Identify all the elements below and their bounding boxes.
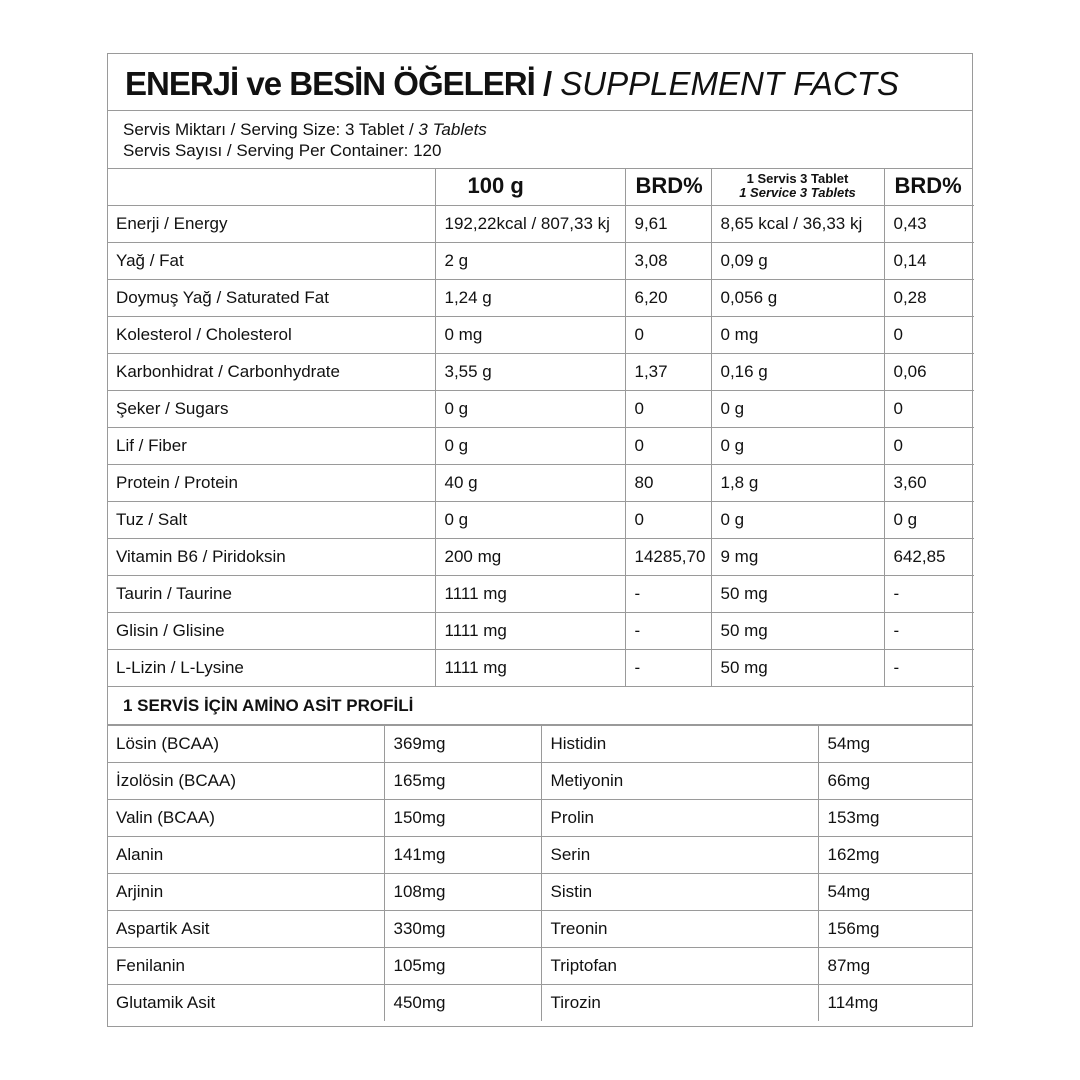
nutrient-name: Tuz / Salt xyxy=(107,501,435,538)
brd-per-serving: - xyxy=(884,649,974,686)
amino-acid-amount: 54mg xyxy=(818,725,973,762)
title-english: SUPPLEMENT FACTS xyxy=(560,65,899,102)
table-row xyxy=(107,799,973,836)
brd-per-serving: 0 xyxy=(884,316,974,353)
amino-acid-name: Metiyonin xyxy=(541,762,818,799)
value-100g: 0 g xyxy=(435,390,625,427)
value-per-serving: 50 mg xyxy=(711,649,884,686)
nutrient-name: Lif / Fiber xyxy=(107,427,435,464)
value-per-serving: 0,16 g xyxy=(711,353,884,390)
value-per-serving: 8,65 kcal / 36,33 kj xyxy=(711,205,884,242)
table-row xyxy=(107,725,973,762)
amino-acid-amount: 156mg xyxy=(818,910,973,947)
amino-acid-amount: 162mg xyxy=(818,836,973,873)
serving-size xyxy=(123,119,972,140)
table-row xyxy=(107,649,974,686)
amino-acid-amount: 153mg xyxy=(818,799,973,836)
amino-acid-amount: 66mg xyxy=(818,762,973,799)
brd-100g: 14285,70 xyxy=(625,538,711,575)
amino-acid-name: Aspartik Asit xyxy=(107,910,384,947)
amino-acid-amount: 450mg xyxy=(384,984,541,1021)
panel-title xyxy=(108,54,972,111)
table-row xyxy=(107,575,974,612)
amino-acid-name: Alanin xyxy=(107,836,384,873)
nutrient-name: Enerji / Energy xyxy=(107,205,435,242)
value-100g: 1111 mg xyxy=(435,612,625,649)
value-per-serving: 1,8 g xyxy=(711,464,884,501)
table-row xyxy=(107,836,973,873)
amino-acid-name: Histidin xyxy=(541,725,818,762)
brd-per-serving: - xyxy=(884,575,974,612)
nutrient-name: Şeker / Sugars xyxy=(107,390,435,427)
brd-100g: - xyxy=(625,649,711,686)
amino-acid-name: Sistin xyxy=(541,873,818,910)
table-row xyxy=(107,353,974,390)
brd-per-serving: 0 xyxy=(884,427,974,464)
amino-acid-name: Triptofan xyxy=(541,947,818,984)
nutrient-name: Protein / Protein xyxy=(107,464,435,501)
value-per-serving: 0 g xyxy=(711,427,884,464)
value-per-serving: 0 mg xyxy=(711,316,884,353)
amino-acid-name: Tirozin xyxy=(541,984,818,1021)
brd-per-serving: 0 xyxy=(884,390,974,427)
nutrient-name: Vitamin B6 / Piridoksin xyxy=(107,538,435,575)
nutrient-name: L-Lizin / L-Lysine xyxy=(107,649,435,686)
table-row xyxy=(107,873,973,910)
value-100g: 0 g xyxy=(435,427,625,464)
value-per-serving: 50 mg xyxy=(711,612,884,649)
amino-acid-amount: 330mg xyxy=(384,910,541,947)
table-row xyxy=(107,947,973,984)
brd-100g: 0 xyxy=(625,390,711,427)
servings-per-container: Servis Sayısı / Serving Per Container: 120 xyxy=(123,141,442,160)
title-turkish: ENERJİ ve BESİN ÖĞELERİ / xyxy=(125,65,552,102)
header-brd-serving: BRD% xyxy=(884,168,974,205)
amino-acid-name: İzolösin (BCAA) xyxy=(107,762,384,799)
serving-info xyxy=(108,111,972,169)
nutrition-header-row xyxy=(107,168,974,205)
brd-100g: 0 xyxy=(625,427,711,464)
table-row xyxy=(107,390,974,427)
nutrient-name: Taurin / Taurine xyxy=(107,575,435,612)
nutrient-name: Doymuş Yağ / Saturated Fat xyxy=(107,279,435,316)
supplement-facts-panel xyxy=(107,53,973,1027)
table-row xyxy=(107,762,973,799)
value-per-serving: 50 mg xyxy=(711,575,884,612)
header-brd-100g: BRD% xyxy=(625,168,711,205)
table-row xyxy=(107,538,974,575)
amino-profile-title: 1 SERVİS İÇİN AMİNO ASİT PROFİLİ xyxy=(108,687,972,725)
header-serving-en: 1 Service 3 Tablets xyxy=(739,185,856,201)
nutrition-table xyxy=(107,168,974,687)
amino-acid-amount: 105mg xyxy=(384,947,541,984)
value-100g: 1,24 g xyxy=(435,279,625,316)
value-100g: 3,55 g xyxy=(435,353,625,390)
nutrient-name: Glisin / Glisine xyxy=(107,612,435,649)
value-per-serving: 0 g xyxy=(711,390,884,427)
brd-per-serving: 0,28 xyxy=(884,279,974,316)
nutrient-name: Kolesterol / Cholesterol xyxy=(107,316,435,353)
brd-100g: 1,37 xyxy=(625,353,711,390)
value-100g: 192,22kcal / 807,33 kj xyxy=(435,205,625,242)
table-row xyxy=(107,205,974,242)
serving-size-italic: 3 Tablets xyxy=(418,120,487,139)
value-100g: 1111 mg xyxy=(435,649,625,686)
brd-100g: - xyxy=(625,612,711,649)
table-row xyxy=(107,910,973,947)
table-row xyxy=(107,427,974,464)
brd-100g: - xyxy=(625,575,711,612)
value-per-serving: 0 g xyxy=(711,501,884,538)
amino-acid-name: Lösin (BCAA) xyxy=(107,725,384,762)
amino-acid-amount: 87mg xyxy=(818,947,973,984)
value-100g: 0 mg xyxy=(435,316,625,353)
amino-acid-amount: 150mg xyxy=(384,799,541,836)
table-row xyxy=(107,464,974,501)
table-row xyxy=(107,984,973,1021)
nutrition-body xyxy=(107,205,974,686)
nutrient-name: Karbonhidrat / Carbonhydrate xyxy=(107,353,435,390)
value-100g: 1111 mg xyxy=(435,575,625,612)
amino-acid-name: Fenilanin xyxy=(107,947,384,984)
amino-acid-name: Arjinin xyxy=(107,873,384,910)
header-empty xyxy=(107,168,435,205)
brd-per-serving: - xyxy=(884,612,974,649)
amino-acid-amount: 369mg xyxy=(384,725,541,762)
table-row xyxy=(107,501,974,538)
brd-100g: 0 xyxy=(625,316,711,353)
value-per-serving: 0,09 g xyxy=(711,242,884,279)
brd-100g: 9,61 xyxy=(625,205,711,242)
brd-100g: 80 xyxy=(625,464,711,501)
value-100g: 2 g xyxy=(435,242,625,279)
amino-acid-amount: 108mg xyxy=(384,873,541,910)
amino-acid-name: Glutamik Asit xyxy=(107,984,384,1021)
brd-100g: 0 xyxy=(625,501,711,538)
amino-acid-name: Treonin xyxy=(541,910,818,947)
brd-per-serving: 0,06 xyxy=(884,353,974,390)
table-row xyxy=(107,612,974,649)
amino-acid-amount: 141mg xyxy=(384,836,541,873)
table-row xyxy=(107,279,974,316)
amino-body xyxy=(107,725,973,1021)
table-row xyxy=(107,242,974,279)
header-serving-tr: 1 Servis 3 Tablet xyxy=(746,171,849,187)
nutrient-name: Yağ / Fat xyxy=(107,242,435,279)
value-per-serving: 9 mg xyxy=(711,538,884,575)
brd-100g: 3,08 xyxy=(625,242,711,279)
value-per-serving: 0,056 g xyxy=(711,279,884,316)
brd-per-serving: 642,85 xyxy=(884,538,974,575)
amino-acid-name: Valin (BCAA) xyxy=(107,799,384,836)
amino-acid-amount: 54mg xyxy=(818,873,973,910)
amino-table xyxy=(107,725,973,1022)
amino-acid-name: Serin xyxy=(541,836,818,873)
value-100g: 0 g xyxy=(435,501,625,538)
brd-per-serving: 0,14 xyxy=(884,242,974,279)
table-row xyxy=(107,316,974,353)
amino-acid-amount: 165mg xyxy=(384,762,541,799)
brd-per-serving: 3,60 xyxy=(884,464,974,501)
amino-acid-amount: 114mg xyxy=(818,984,973,1021)
value-100g: 40 g xyxy=(435,464,625,501)
serving-size-label: Servis Miktarı / Serving Size: 3 Tablet / xyxy=(123,120,414,139)
brd-per-serving: 0 g xyxy=(884,501,974,538)
amino-acid-name: Prolin xyxy=(541,799,818,836)
brd-per-serving: 0,43 xyxy=(884,205,974,242)
header-100g: 100 g xyxy=(435,168,625,205)
header-per-serving xyxy=(711,168,884,205)
value-100g: 200 mg xyxy=(435,538,625,575)
brd-100g: 6,20 xyxy=(625,279,711,316)
